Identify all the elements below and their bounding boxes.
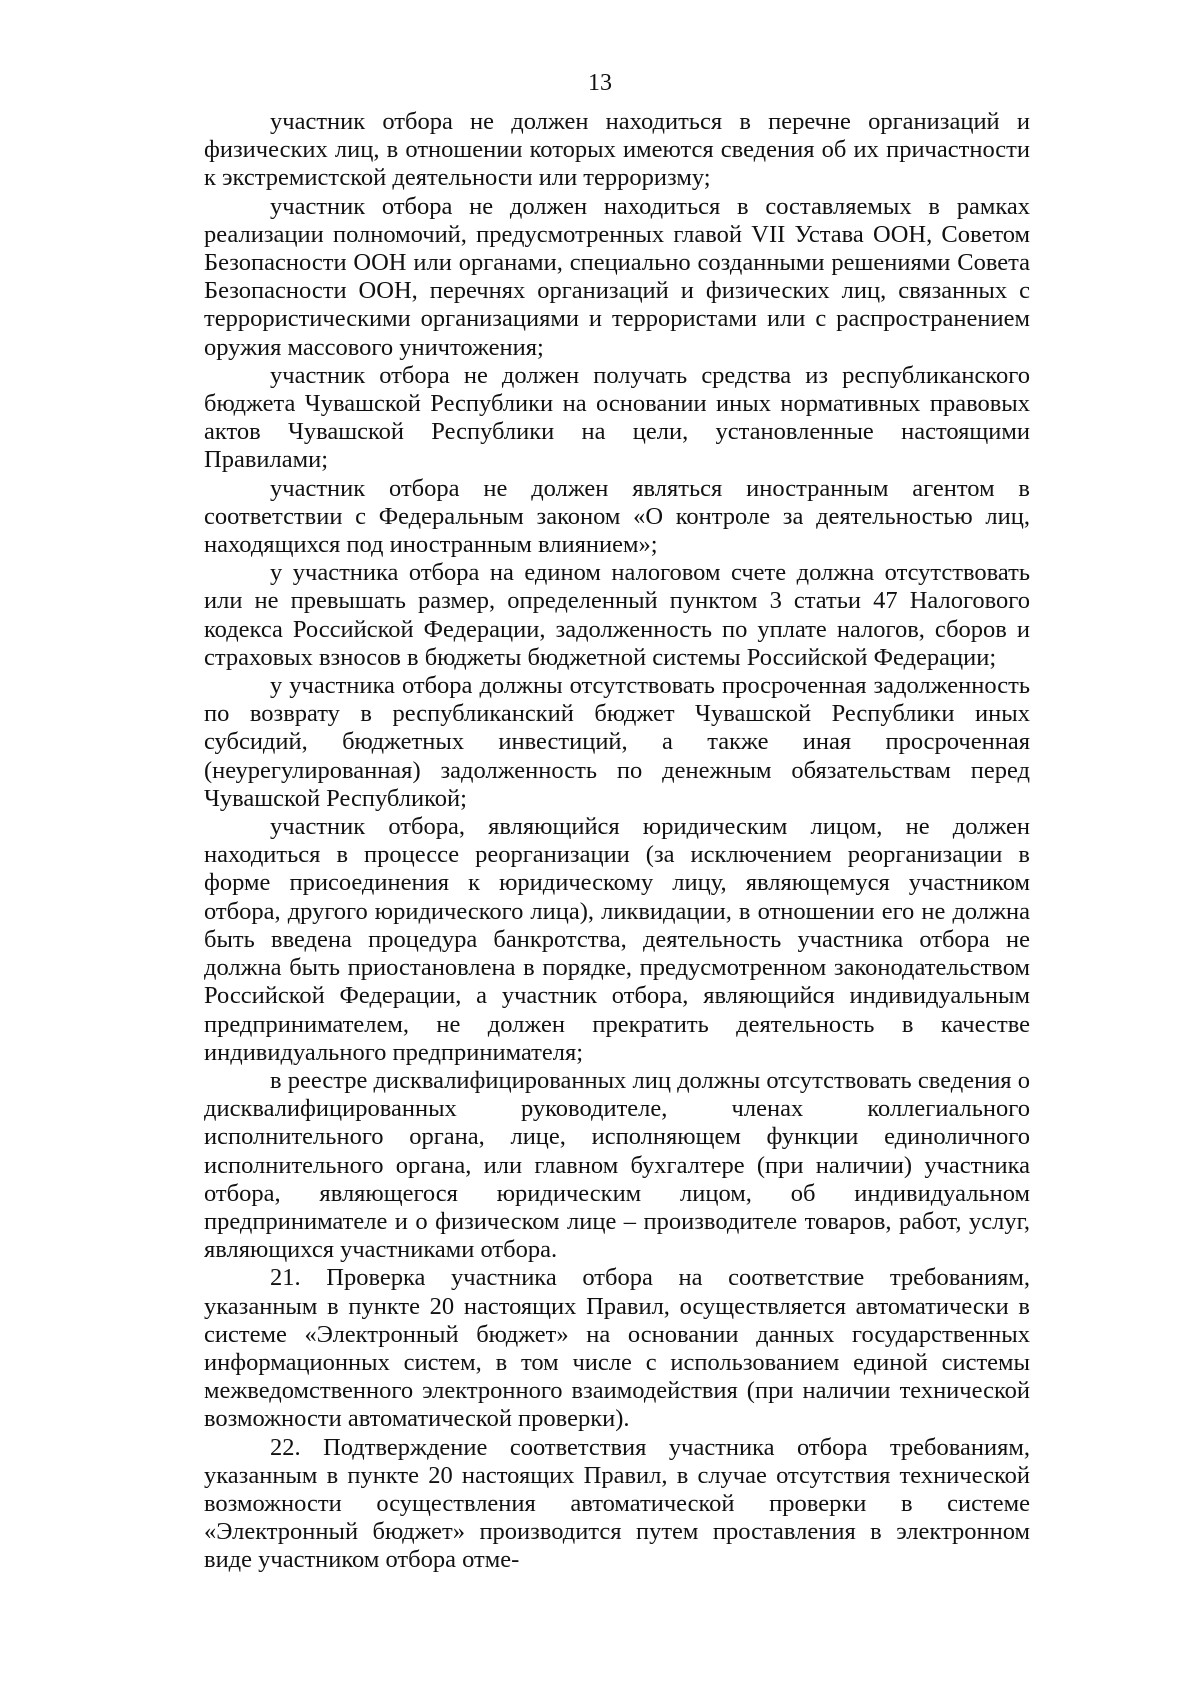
- paragraph-clause-21: 21. Проверка участника отбора на соответствие требованиям, указанным в пункте 20 настоящих Правил, осуществляется автоматически в системе «Электронный бюджет» на основании данных государственных информационных систем, в том числе с использованием единой системы межведомственного электронного взаимодействия (при наличии технической возможности автоматической проверки).: [204, 1264, 1030, 1433]
- paragraph: участник отбора не должен получать средства из республиканского бюджета Чувашской Республики на основании иных нормативных правовых актов Чувашской Республики на цели, установленные настоящими Правилами;: [204, 361, 1030, 474]
- paragraph: участник отбора не должен находиться в составляемых в рамках реализации полномочий, предусмотренных главой VII Устава ООН, Советом Безопасности ООН или органами, специально созданными решениями Совета Безопасности ООН, перечнях организаций и физических лиц, связанных с террористическими организациями и террористами или с распространением оружия массового уничтожения;: [204, 192, 1030, 361]
- paragraph: участник отбора, являющийся юридическим лицом, не должен находиться в процессе реорганизации (за исключением реорганизации в форме присоединения к юридическому лицу, являющемуся участником отбора, другого юридического лица), ликвидации, в отношении его не должна быть введена процедура банкротства, деятельность участника отбора не должна быть приостановлена в порядке, предусмотренном законодательством Российской Федерации, а участник отбора, являющийся индивидуальным предпринимателем, не должен прекратить деятельность в качестве индивидуального предпринимателя;: [204, 813, 1030, 1066]
- paragraph: у участника отбора на едином налоговом счете должна отсутствовать или не превышать размер, определенный пунктом 3 статьи 47 Налогового кодекса Российской Федерации, задолженность по уплате налогов, сборов и страховых взносов в бюджеты бюджетной системы Российской Федерации;: [204, 559, 1030, 671]
- paragraph: в реестре дисквалифицированных лиц должны отсутствовать сведения о дисквалифицированных руководителе, членах коллегиального исполнительного органа, лице, исполняющем функции единоличного исполнительного органа, или главном бухгалтере (при наличии) участника отбора, являющегося юридическим лицом, об индивидуальном предпринимателе и о физическом лице – производителе товаров, работ, услуг, являющихся участниками отбора.: [204, 1066, 1030, 1264]
- paragraph: участник отбора не должен находиться в перечне организаций и физических лиц, в отношении которых имеются сведения об их причастности к экстремистской деятельности или терроризму;: [204, 108, 1030, 192]
- paragraph: участник отбора не должен являться иностранным агентом в соответствии с Федеральным законом «О контроле за деятельностью лиц, находящихся под иностранным влиянием»;: [204, 474, 1030, 559]
- document-body: [204, 108, 1030, 1575]
- page-number: 13: [588, 70, 612, 96]
- paragraph: у участника отбора должны отсутствовать просроченная задолженность по возврату в республиканский бюджет Чувашской Республики иных субсидий, бюджетных инвестиций, а также иная просроченная (неурегулированная) задолженность по денежным обязательствам перед Чувашской Республикой;: [204, 672, 1030, 812]
- paragraph-clause-22: 22. Подтверждение соответствия участника отбора требованиям, указанным в пункте 20 настоящих Правил, в случае отсутствия технической возможности осуществления автоматической проверки в системе «Электронный бюджет» производится путем проставления в электронном виде участником отбора отме-: [204, 1433, 1030, 1574]
